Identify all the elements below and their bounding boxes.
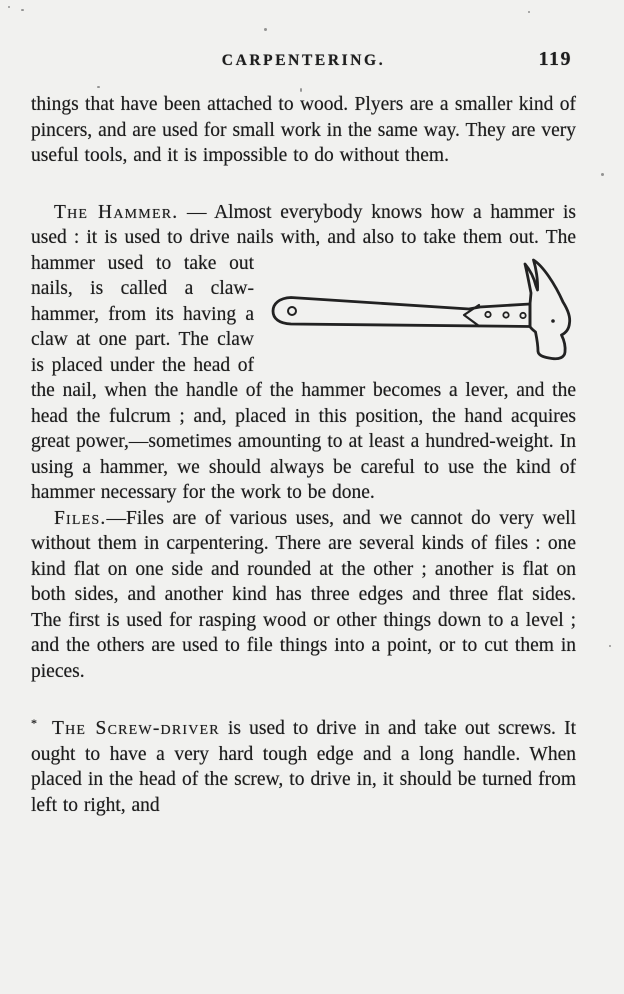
- paragraph-files: [31, 506, 576, 685]
- hammer-lead-text: — Almost everybody knows how a hammer is used : it is used to drive nails with, and also: [31, 201, 576, 248]
- hammer-heading: The Hammer.: [54, 201, 179, 223]
- files-body-text: —Files are of various uses, and we cannot do very well without them in carpentering. There are several kinds of files : one kind flat on one side and rounded at the other ; another is flat on both sides, and another kind has three edges and three flat sides. The first is used for rasping wood or other things down to a level ; and the others are used to file things into a point, or to cut them in pieces.: [31, 507, 576, 682]
- scan-speck: [609, 645, 611, 647]
- scan-speck: [601, 173, 604, 176]
- claw-hammer-illustration: [264, 253, 576, 374]
- running-title: CARPENTERING.: [221, 52, 386, 69]
- text-block: [31, 48, 576, 818]
- page-number: 119: [538, 48, 572, 70]
- hammer-body-text: to take them out. The hammer used to take out nails, is called a claw-hammer, from its having a claw at one part. The claw is placed under the head of the nail, when the handle of the hammer becomes a lever, and the head the fulcrum ; and, placed in this position, the hand acquires great power,—sometimes amounting to at least a hundred-weight. In using a hammer, we should always be careful to use the kind of hammer necessary for the work to be done.: [31, 227, 576, 503]
- screwdriver-body-text: is used to drive in and take out screws. It ought to have a very hard tough edge and a long handle. When placed in the head of the screw, to drive in, it should be turned from left to right, and: [31, 718, 576, 816]
- scan-speck: [8, 6, 10, 8]
- paragraph-hammer: [31, 200, 576, 506]
- paragraph-intro: [31, 92, 576, 169]
- paragraph-screwdriver: [31, 711, 576, 818]
- scan-speck: [264, 28, 267, 31]
- screwdriver-heading: The Screw-driver: [52, 718, 220, 739]
- files-heading: Files.: [54, 507, 107, 529]
- intro-text: things that have been attached to wood. Plyers are a smaller kind of pincers, and are used for small work in the same way. They are very useful tools, and it is impossible to do without them.: [31, 94, 576, 166]
- scan-speck: [21, 9, 24, 11]
- scan-speck: [528, 11, 530, 13]
- margin-mark: *: [31, 716, 37, 730]
- running-header: [31, 48, 576, 70]
